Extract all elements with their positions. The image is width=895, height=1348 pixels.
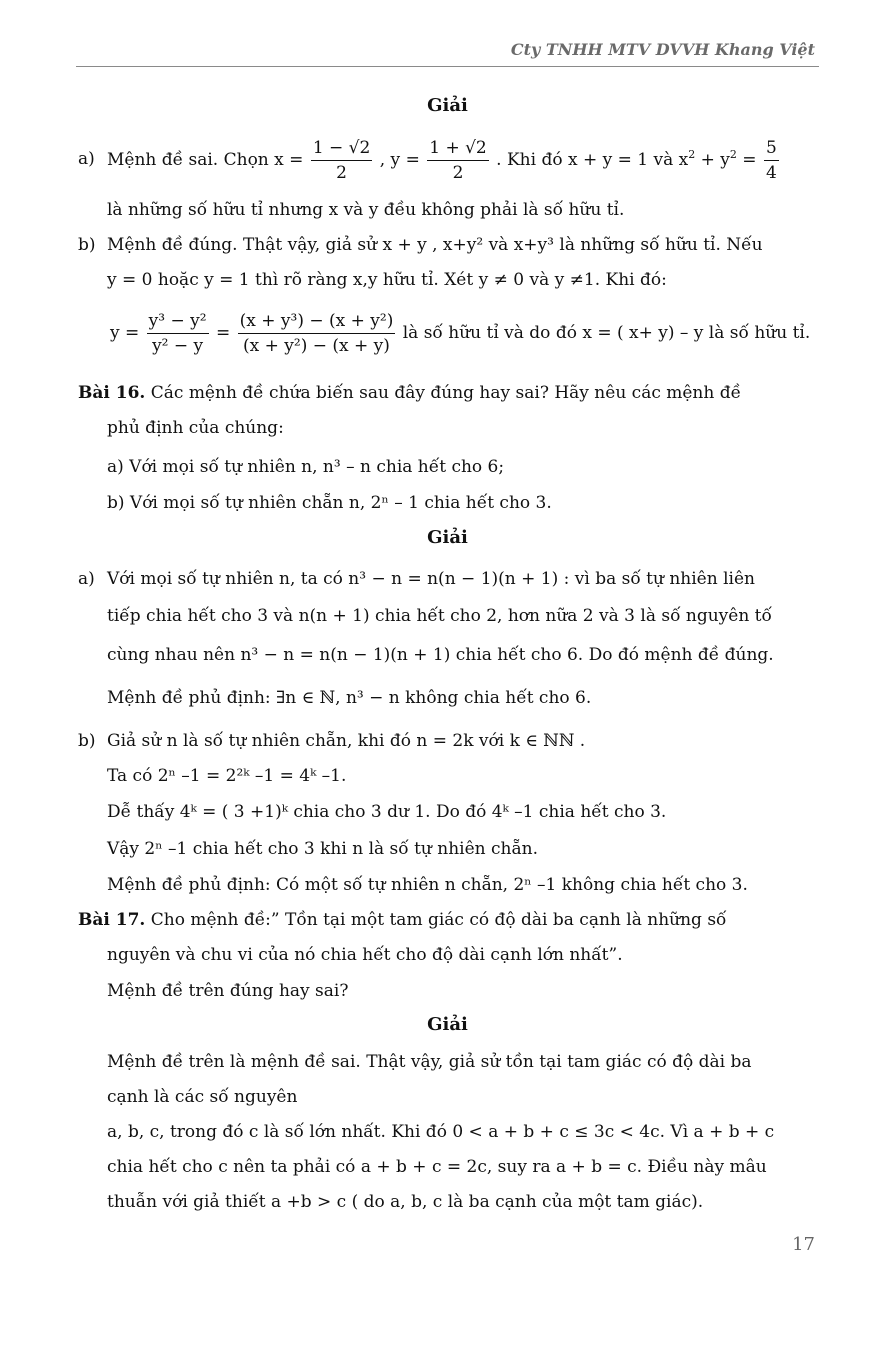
fraction: $\frac{1 + √2}{2}$ <box>429 138 487 183</box>
item-label-b: b) <box>78 235 96 255</box>
sol16-a-negation: Mệnh đề phủ định: ∃n ∈ ℕ, n³ − n không chia hết cho 6. <box>107 688 592 708</box>
solution-heading: Giải <box>427 95 468 116</box>
item-label-a: a) <box>78 149 95 169</box>
sol16-b-line4: Vậy 2ⁿ –1 chia hết cho 3 khi n là số tự nhiên chẵn. <box>107 839 538 859</box>
fraction: $\frac{5}{4}$ <box>765 138 777 183</box>
sol17-line4: chia hết cho c nên ta phải có a + b + c = 2c, suy ra a + b = c. Điều này mâu <box>107 1157 767 1177</box>
sol15-b-line1: Mệnh đề đúng. Thật vậy, giả sử x + y , x+y² và x+y³ là những số hữu tỉ. Nếu <box>107 235 763 255</box>
bai16-question-b: b) Với mọi số tự nhiên chẵn n, 2ⁿ – 1 chia hết cho 3. <box>107 493 552 513</box>
header-rule <box>76 66 819 67</box>
bai16-line1: Bài 16. Các mệnh đề chứa biến sau đây đúng hay sai? Hãy nêu các mệnh đề <box>78 383 742 403</box>
item-label-b: b) <box>78 731 96 751</box>
fraction: $\frac{\text{(x + y³) − (x + y²)}}{\text{(x + y²) − (x + y)}}$ <box>239 311 394 356</box>
fraction: $\frac{\text{y³ − y²}}{\text{y² − y}}$ <box>148 311 207 356</box>
sol17-line1: Mệnh đề trên là mệnh đề sai. Thật vậy, giả sử tồn tại tam giác có độ dài ba <box>107 1052 752 1072</box>
page-number: 17 <box>792 1234 815 1255</box>
sol15-a-line1: Mệnh đề sai. Chọn x = $\frac{1 - √2}{2}$ , y = $\frac{1 + √2}{2}$ . Khi đó x + y = 1 và $x^2 + y^2$ = $\frac{5}{4}$ <box>107 138 777 183</box>
bai17-line1: Bài 17. Cho mệnh đề:” Tồn tại một tam giác có độ dài ba cạnh là những số <box>78 910 727 930</box>
sol16-b-line3: Dễ thấy 4ᵏ = ( 3 +1)ᵏ chia cho 3 dư 1. Do đó 4ᵏ –1 chia hết cho 3. <box>107 802 667 822</box>
sol16-b-negation: Mệnh đề phủ định: Có một số tự nhiên n chẵn, 2ⁿ –1 không chia hết cho 3. <box>107 875 748 895</box>
solution-heading: Giải <box>427 527 468 548</box>
sol16-b-line2: Ta có 2ⁿ –1 = 2²ᵏ –1 = 4ᵏ –1. <box>107 766 347 786</box>
bai17-line2: nguyên và chu vi của nó chia hết cho độ dài cạnh lớn nhất”. <box>107 945 623 965</box>
bai16-question-a: a) Với mọi số tự nhiên n, n³ – n chia hết cho 6; <box>107 457 505 477</box>
running-header: Cty TNHH MTV DVVH Khang Việt <box>510 40 815 59</box>
sol17-line5: thuẫn với giả thiết a +b > c ( do a, b, c là ba cạnh của một tam giác). <box>107 1192 704 1212</box>
bai16-line2: phủ định của chúng: <box>107 418 284 438</box>
sol15-a-line2: là những số hữu tỉ nhưng x và y đều không phải là số hữu tỉ. <box>107 200 625 220</box>
sol16-a-line2: tiếp chia hết cho 3 và n(n + 1) chia hết cho 2, hơn nữa 2 và 3 là số nguyên tố <box>107 606 772 626</box>
sol15-b-formula-line: y = $\frac{\text{y³ − y²}}{\text{y² − y}}$ = $\frac{\text{(x + y³) − (x + y²)}}{\text{(x + y²) − (x + y)}}$ là số hữu tỉ và do đó x = ( x+ y) – y là số hữu tỉ. <box>110 311 811 356</box>
bai17-line3: Mệnh đề trên đúng hay sai? <box>107 981 349 1001</box>
sol17-line3: a, b, c, trong đó c là số lớn nhất. Khi đó 0 < a + b + c ≤ 3c < 4c. Vì a + b + c <box>107 1122 775 1142</box>
sol16-a-line1: Với mọi số tự nhiên n, ta có n³ − n = n(n − 1)(n + 1) : vì ba số tự nhiên liên <box>107 569 755 589</box>
exercise-title: Bài 16. <box>78 383 146 403</box>
solution-heading: Giải <box>427 1014 468 1035</box>
exercise-title: Bài 17. <box>78 910 146 930</box>
sol16-b-line1: Giả sử n là số tự nhiên chẵn, khi đó n = 2k với k ∈ ℕℕ . <box>107 731 586 751</box>
fraction: $\frac{1 - √2}{2}$ <box>312 138 371 183</box>
sol15-b-line2: y = 0 hoặc y = 1 thì rõ ràng x,y hữu tỉ. Xét y ≠ 0 và y ≠1. Khi đó: <box>107 270 667 290</box>
sol17-line2: cạnh là các số nguyên <box>107 1087 298 1107</box>
sol16-a-line3: cùng nhau nên n³ − n = n(n − 1)(n + 1) chia hết cho 6. Do đó mệnh đề đúng. <box>107 645 774 665</box>
item-label-a: a) <box>78 569 95 589</box>
